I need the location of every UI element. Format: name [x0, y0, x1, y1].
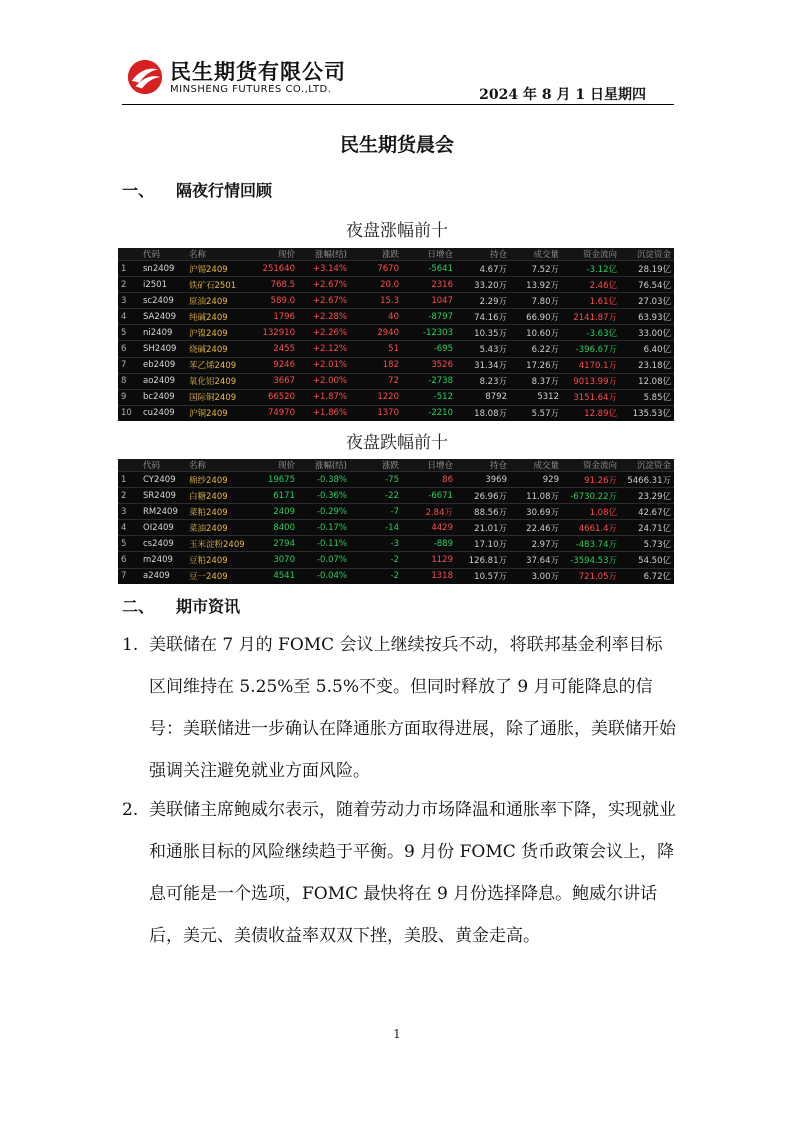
row-index: 9: [118, 389, 140, 405]
volume: 11.08万: [510, 488, 562, 504]
fund-flow: -396.67万: [562, 341, 620, 357]
daily-oi-change: 3526: [402, 357, 456, 373]
last-price: 3667: [248, 373, 298, 389]
gainers-caption: 夜盘涨幅前十: [346, 221, 448, 241]
company-name-en: MINSHENG FUTURES CO.,LTD.: [170, 84, 332, 95]
column-header: 涨跌: [350, 459, 402, 472]
daily-oi-change: 1047: [402, 293, 456, 309]
change: 72: [350, 373, 402, 389]
contract-code: SR2409: [140, 488, 186, 504]
settled-funds: 23.18亿: [620, 357, 674, 373]
change: 51: [350, 341, 402, 357]
change-percent: +2.00%: [298, 373, 350, 389]
last-price: 19675: [248, 472, 298, 488]
table-row[interactable]: [118, 472, 674, 488]
row-index: 8: [118, 373, 140, 389]
table-row[interactable]: [118, 520, 674, 536]
contract-name: 沪铜2409: [186, 405, 248, 421]
daily-oi-change: -2738: [402, 373, 456, 389]
change: -2: [350, 568, 402, 584]
contract-code: eb2409: [140, 357, 186, 373]
table-row[interactable]: [118, 261, 674, 277]
row-index: 3: [118, 293, 140, 309]
column-header: [118, 248, 140, 261]
last-price: 6171: [248, 488, 298, 504]
settled-funds: 6.40亿: [620, 341, 674, 357]
gainers-table: [118, 248, 674, 421]
fund-flow: 4661.4万: [562, 520, 620, 536]
last-price: 2409: [248, 504, 298, 520]
settled-funds: 42.67亿: [620, 504, 674, 520]
fund-flow: 9013.99万: [562, 373, 620, 389]
settled-funds: 76.54亿: [620, 277, 674, 293]
column-header: 资金流向: [562, 248, 620, 261]
contract-code: OI2409: [140, 520, 186, 536]
section-number: 二、: [122, 597, 155, 616]
table-row[interactable]: [118, 373, 674, 389]
table-row[interactable]: [118, 405, 674, 421]
volume: 22.46万: [510, 520, 562, 536]
open-interest: 3969: [456, 472, 510, 488]
settled-funds: 24.71亿: [620, 520, 674, 536]
volume: 6.22万: [510, 341, 562, 357]
contract-name: 烧碱2409: [186, 341, 248, 357]
contract-code: bc2409: [140, 389, 186, 405]
contract-name: 国际铜2409: [186, 389, 248, 405]
contract-name: 沪锡2409: [186, 261, 248, 277]
open-interest: 10.57万: [456, 568, 510, 584]
column-header: 涨幅(结): [298, 248, 350, 261]
open-interest: 33.20万: [456, 277, 510, 293]
table-row[interactable]: [118, 389, 674, 405]
last-price: 9246: [248, 357, 298, 373]
fund-flow: 3151.64万: [562, 389, 620, 405]
change: 20.0: [350, 277, 402, 293]
news-text: 美联储在 7 月的 FOMC 会议上继续按兵不动，将联邦基金利率目标区间维持在 5.25%至 5.5%不变。但同时释放了 9 月可能降息的信号：美联储进一步确认在降通胀方面取得进展，除了通胀，美联储开始强调关注避免就业方面风险。: [149, 635, 676, 781]
contract-code: m2409: [140, 552, 186, 568]
change-percent: +2.01%: [298, 357, 350, 373]
change-percent: -0.04%: [298, 568, 350, 584]
contract-code: SA2409: [140, 309, 186, 325]
table-row[interactable]: [118, 341, 674, 357]
row-index: 1: [118, 261, 140, 277]
fund-flow: 2.46亿: [562, 277, 620, 293]
column-header: 沉淀资金: [620, 459, 674, 472]
change: -3: [350, 536, 402, 552]
column-header: 涨跌: [350, 248, 402, 261]
open-interest: 126.81万: [456, 552, 510, 568]
contract-name: 沪镍2409: [186, 325, 248, 341]
daily-oi-change: -5641: [402, 261, 456, 277]
fund-flow: -3594.53万: [562, 552, 620, 568]
section-label: 期市资讯: [176, 597, 241, 616]
daily-oi-change: -12303: [402, 325, 456, 341]
last-price: 4541: [248, 568, 298, 584]
table-row[interactable]: [118, 568, 674, 584]
settled-funds: 54.50亿: [620, 552, 674, 568]
open-interest: 21.01万: [456, 520, 510, 536]
open-interest: 8792: [456, 389, 510, 405]
contract-code: sc2409: [140, 293, 186, 309]
column-header: 现价: [248, 459, 298, 472]
change: 15.3: [350, 293, 402, 309]
contract-code: SH2409: [140, 341, 186, 357]
column-header: 代码: [140, 248, 186, 261]
table-row[interactable]: [118, 552, 674, 568]
open-interest: 8.23万: [456, 373, 510, 389]
section-label: 隔夜行情回顾: [176, 181, 273, 200]
column-header: [118, 459, 140, 472]
row-index: 2: [118, 277, 140, 293]
open-interest: 88.56万: [456, 504, 510, 520]
fund-flow: 12.89亿: [562, 405, 620, 421]
change-percent: +2.26%: [298, 325, 350, 341]
change: 7670: [350, 261, 402, 277]
fund-flow: 721.05万: [562, 568, 620, 584]
volume: 30.69万: [510, 504, 562, 520]
settled-funds: 23.29亿: [620, 488, 674, 504]
row-index: 6: [118, 552, 140, 568]
row-index: 5: [118, 536, 140, 552]
last-price: 589.0: [248, 293, 298, 309]
news-number: 1.: [122, 635, 139, 655]
open-interest: 4.67万: [456, 261, 510, 277]
section-heading-overnight: [122, 178, 272, 201]
contract-name: 菜粕2409: [186, 504, 248, 520]
open-interest: 31.34万: [456, 357, 510, 373]
losers-table: [118, 459, 674, 584]
column-header: 名称: [186, 248, 248, 261]
settled-funds: 33.00亿: [620, 325, 674, 341]
column-header: 日增仓: [402, 459, 456, 472]
table-row[interactable]: [118, 277, 674, 293]
contract-name: 玉米淀粉2409: [186, 536, 248, 552]
last-price: 3070: [248, 552, 298, 568]
change-percent: -0.17%: [298, 520, 350, 536]
volume: 5.57万: [510, 405, 562, 421]
page-header: [122, 56, 674, 105]
table-row[interactable]: [118, 357, 674, 373]
fund-flow: -6730.22万: [562, 488, 620, 504]
news-number: 2.: [122, 800, 139, 820]
daily-oi-change: -2210: [402, 405, 456, 421]
contract-name: 豆粕2409: [186, 552, 248, 568]
page-number: 1: [393, 1027, 401, 1041]
row-index: 4: [118, 520, 140, 536]
open-interest: 2.29万: [456, 293, 510, 309]
column-header: 持仓: [456, 459, 510, 472]
row-index: 2: [118, 488, 140, 504]
change: 182: [350, 357, 402, 373]
change: 2940: [350, 325, 402, 341]
column-header: 持仓: [456, 248, 510, 261]
contract-code: RM2409: [140, 504, 186, 520]
last-price: 768.5: [248, 277, 298, 293]
contract-name: 白糖2409: [186, 488, 248, 504]
last-price: 2794: [248, 536, 298, 552]
section-heading-news: [122, 594, 240, 617]
daily-oi-change: -512: [402, 389, 456, 405]
row-index: 4: [118, 309, 140, 325]
change: -22: [350, 488, 402, 504]
volume: 10.60万: [510, 325, 562, 341]
last-price: 251640: [248, 261, 298, 277]
volume: 7.52万: [510, 261, 562, 277]
open-interest: 18.08万: [456, 405, 510, 421]
column-header: 名称: [186, 459, 248, 472]
open-interest: 10.35万: [456, 325, 510, 341]
settled-funds: 5.73亿: [620, 536, 674, 552]
contract-name: 苯乙烯2409: [186, 357, 248, 373]
column-header: 代码: [140, 459, 186, 472]
change: -14: [350, 520, 402, 536]
row-index: 10: [118, 405, 140, 421]
table-row[interactable]: [118, 536, 674, 552]
change: -7: [350, 504, 402, 520]
company-name-cn: 民生期货有限公司: [170, 60, 346, 84]
table-row[interactable]: [118, 488, 674, 504]
contract-code: sn2409: [140, 261, 186, 277]
open-interest: 5.43万: [456, 341, 510, 357]
row-index: 5: [118, 325, 140, 341]
news-item: [122, 789, 676, 957]
daily-oi-change: -8797: [402, 309, 456, 325]
volume: 17.26万: [510, 357, 562, 373]
column-header: 沉淀资金: [620, 248, 674, 261]
last-price: 66520: [248, 389, 298, 405]
change-percent: -0.38%: [298, 472, 350, 488]
settled-funds: 12.08亿: [620, 373, 674, 389]
change-percent: +1.86%: [298, 405, 350, 421]
losers-caption: 夜盘跌幅前十: [346, 433, 448, 453]
section-number: 一、: [122, 181, 155, 200]
column-header: 资金流向: [562, 459, 620, 472]
change-percent: +2.67%: [298, 277, 350, 293]
daily-oi-change: 1129: [402, 552, 456, 568]
column-header: 现价: [248, 248, 298, 261]
change: 40: [350, 309, 402, 325]
row-index: 3: [118, 504, 140, 520]
last-price: 132910: [248, 325, 298, 341]
contract-code: cu2409: [140, 405, 186, 421]
contract-code: cs2409: [140, 536, 186, 552]
open-interest: 17.10万: [456, 536, 510, 552]
change: 1220: [350, 389, 402, 405]
fund-flow: 4170.1万: [562, 357, 620, 373]
contract-name: 纯碱2409: [186, 309, 248, 325]
contract-code: CY2409: [140, 472, 186, 488]
column-header: 成交量: [510, 248, 562, 261]
contract-code: ni2409: [140, 325, 186, 341]
table-row[interactable]: [118, 504, 674, 520]
settled-funds: 28.19亿: [620, 261, 674, 277]
volume: 7.80万: [510, 293, 562, 309]
last-price: 2455: [248, 341, 298, 357]
fund-flow: 2141.87万: [562, 309, 620, 325]
daily-oi-change: 86: [402, 472, 456, 488]
change-percent: -0.07%: [298, 552, 350, 568]
volume: 5312: [510, 389, 562, 405]
volume: 37.64万: [510, 552, 562, 568]
document-title: 民生期货晨会: [339, 134, 454, 156]
report-date: 2024 年 8 月 1 日星期四: [479, 87, 646, 103]
column-header: 涨幅(结): [298, 459, 350, 472]
contract-name: 原油2409: [186, 293, 248, 309]
open-interest: 26.96万: [456, 488, 510, 504]
news-text: 美联储主席鲍威尔表示，随着劳动力市场降温和通胀率下降，实现就业和通胀目标的风险继续趋于平衡。9 月份 FOMC 货币政策会议上，降息可能是一个选项，FOMC 最快将在 9 月份选择降息。鲍威尔讲话后，美元、美债收益率双双下挫，美股、黄金走高。: [149, 800, 676, 946]
contract-name: 棉纱2409: [186, 472, 248, 488]
contract-code: a2409: [140, 568, 186, 584]
contract-code: i2501: [140, 277, 186, 293]
settled-funds: 5.85亿: [620, 389, 674, 405]
table-header-row: [118, 459, 674, 472]
settled-funds: 27.03亿: [620, 293, 674, 309]
table-header-row: [118, 248, 674, 261]
fund-flow: 1.08亿: [562, 504, 620, 520]
row-index: 7: [118, 357, 140, 373]
change-percent: +2.67%: [298, 293, 350, 309]
table-row[interactable]: [118, 293, 674, 309]
volume: 8.37万: [510, 373, 562, 389]
change-percent: -0.36%: [298, 488, 350, 504]
open-interest: 74.16万: [456, 309, 510, 325]
news-item: [122, 624, 676, 792]
fund-flow: -483.74万: [562, 536, 620, 552]
last-price: 74970: [248, 405, 298, 421]
volume: 2.97万: [510, 536, 562, 552]
change: 1370: [350, 405, 402, 421]
settled-funds: 63.93亿: [620, 309, 674, 325]
row-index: 1: [118, 472, 140, 488]
daily-oi-change: 2316: [402, 277, 456, 293]
settled-funds: 5466.31万: [620, 472, 674, 488]
last-price: 1796: [248, 309, 298, 325]
volume: 3.00万: [510, 568, 562, 584]
volume: 66.90万: [510, 309, 562, 325]
fund-flow: -3.12亿: [562, 261, 620, 277]
last-price: 8400: [248, 520, 298, 536]
fund-flow: -3.63亿: [562, 325, 620, 341]
column-header: 日增仓: [402, 248, 456, 261]
settled-funds: 135.53亿: [620, 405, 674, 421]
contract-code: ao2409: [140, 373, 186, 389]
contract-name: 铁矿石2501: [186, 277, 248, 293]
change-percent: +2.12%: [298, 341, 350, 357]
change: -75: [350, 472, 402, 488]
change-percent: -0.29%: [298, 504, 350, 520]
row-index: 6: [118, 341, 140, 357]
contract-name: 氧化铝2409: [186, 373, 248, 389]
fund-flow: 91.26万: [562, 472, 620, 488]
column-header: 成交量: [510, 459, 562, 472]
daily-oi-change: -6671: [402, 488, 456, 504]
daily-oi-change: -889: [402, 536, 456, 552]
logo-mark-icon: [126, 58, 164, 96]
change-percent: +3.14%: [298, 261, 350, 277]
change: -2: [350, 552, 402, 568]
contract-name: 豆一2409: [186, 568, 248, 584]
change-percent: +2.28%: [298, 309, 350, 325]
contract-name: 菜油2409: [186, 520, 248, 536]
daily-oi-change: -695: [402, 341, 456, 357]
row-index: 7: [118, 568, 140, 584]
settled-funds: 6.72亿: [620, 568, 674, 584]
volume: 929: [510, 472, 562, 488]
table-row[interactable]: [118, 325, 674, 341]
table-row[interactable]: [118, 309, 674, 325]
daily-oi-change: 1318: [402, 568, 456, 584]
daily-oi-change: 2.84万: [402, 504, 456, 520]
company-logo: [126, 56, 366, 98]
volume: 13.92万: [510, 277, 562, 293]
change-percent: +1.87%: [298, 389, 350, 405]
change-percent: -0.11%: [298, 536, 350, 552]
fund-flow: 1.61亿: [562, 293, 620, 309]
daily-oi-change: 4429: [402, 520, 456, 536]
